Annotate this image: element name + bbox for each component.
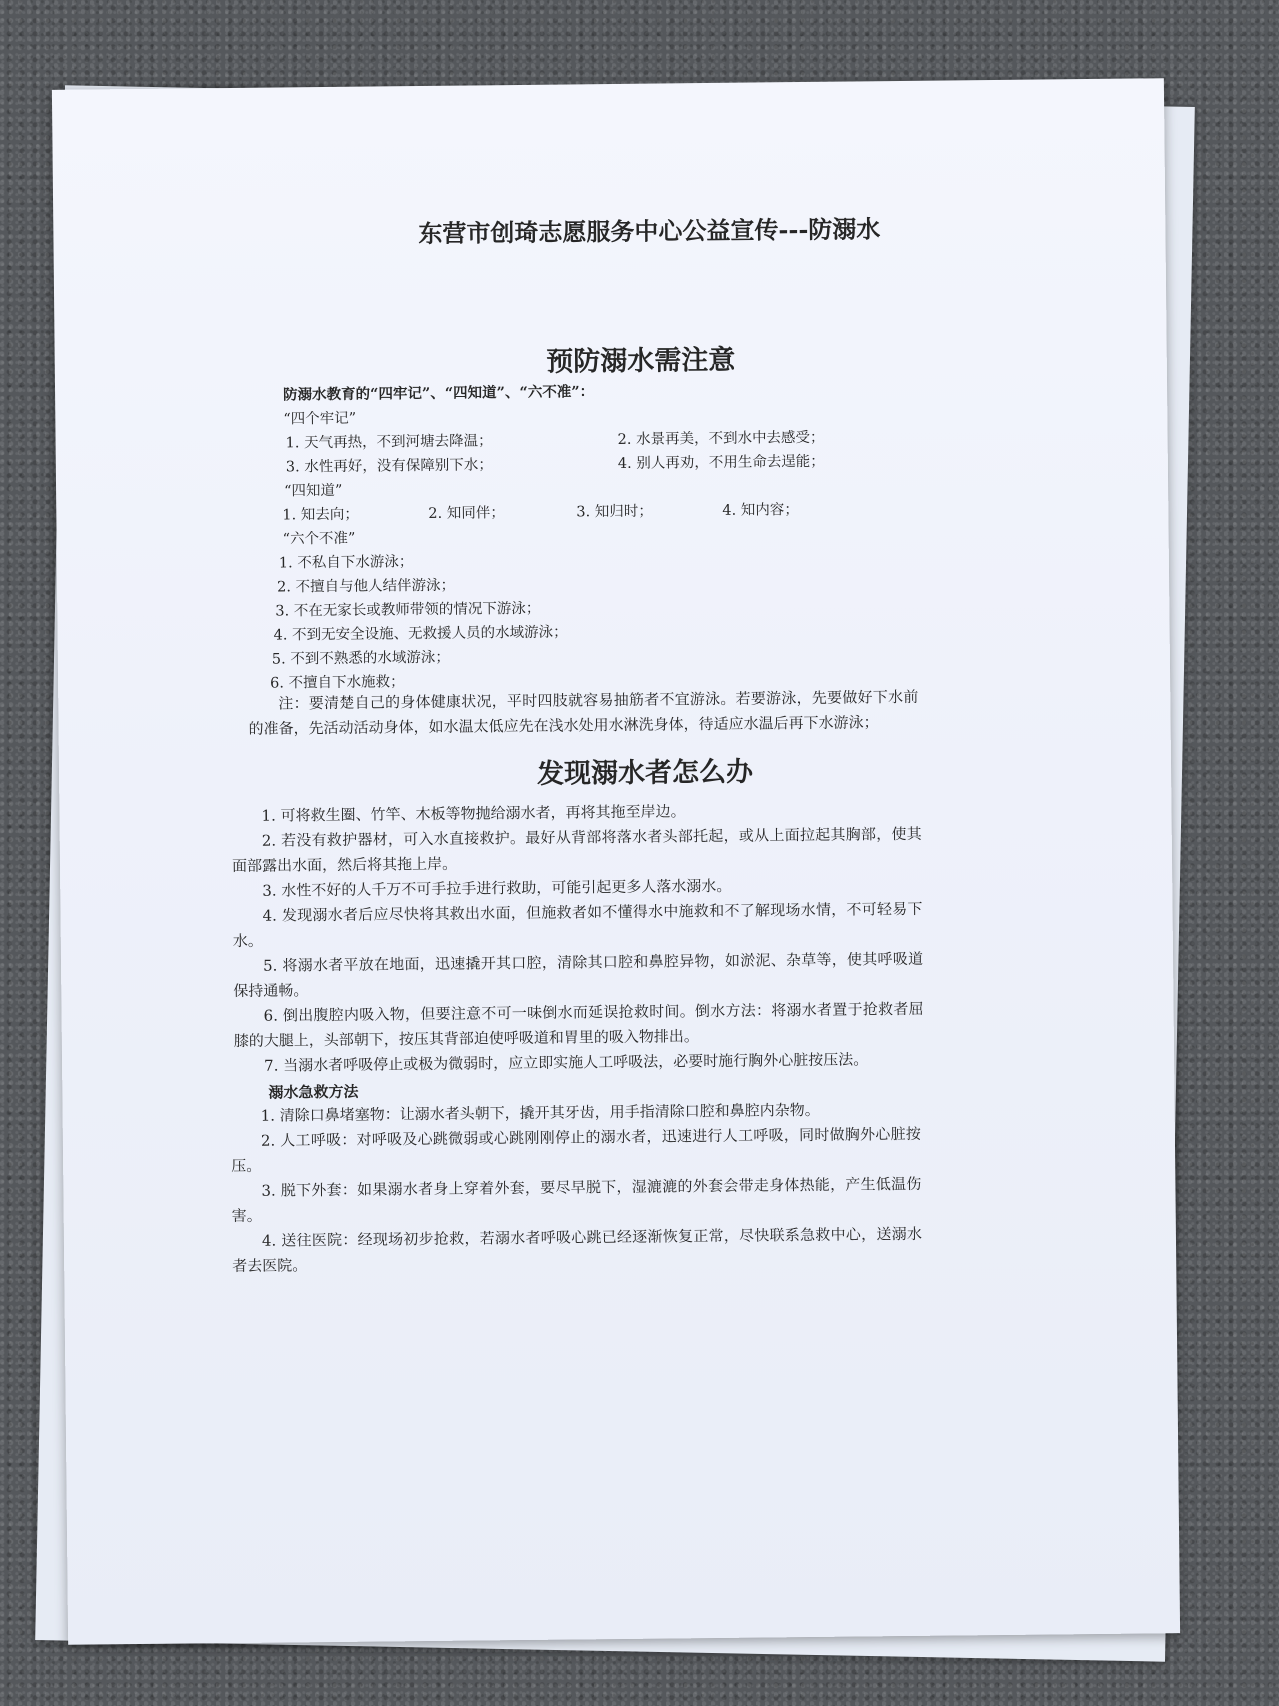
document-title: 东营市创琦志愿服务中心公益宣传---防溺水 — [418, 214, 881, 249]
first-aid-item: 4. 送往医院：经现场初步抢救，若溺水者呼吸心跳已经逐渐恢复正常，尽快联系急救中心，送溺水者去医院。 — [232, 1224, 923, 1276]
six-not-item: 3. 不在无家长或教师带领的情况下游泳； — [275, 600, 541, 620]
prevention-note: 注：要清楚自己的身体健康状况，平时四肢就容易抽筋者不宜游泳。若要游泳，先要做好下水前的准备，先活动活动身体，如水温太低应先在浅水处用水淋洗身体，待适应水温后再下水游泳； — [248, 687, 919, 738]
six-not-item: 2. 不擅自与他人结伴游泳； — [277, 577, 456, 596]
four-know-item: 4. 知内容； — [722, 502, 799, 519]
four-remember-item: 2. 水景再美，不到水中去感受； — [617, 429, 825, 448]
rescue-item: 1. 可将救生圈、竹竿、木板等物抛给溺水者，再将其拖至岸边。 — [261, 802, 686, 825]
first-aid-item: 3. 脱下外套：如果溺水者身上穿着外套，要尽早脱下，湿漉漉的外套会带走身体热能，产生低温伤害。 — [231, 1174, 922, 1226]
four-remember-item: 4. 别人再劝，不用生命去逞能； — [617, 453, 825, 472]
prevention-intro: 防溺水教育的“四牢记”、“四知道”、“六不准”： — [283, 383, 595, 404]
six-not-item: 1. 不私自下水游泳； — [278, 554, 414, 572]
paper-sheet — [52, 78, 1180, 1645]
four-know-item: 2. 知同伴； — [428, 505, 505, 522]
first-aid-item: 2. 人工呼吸：对呼吸及心跳微弱或心跳刚刚停止的溺水者，迅速进行人工呼吸，同时做胸外心脏按压。 — [231, 1124, 921, 1176]
rescue-item: 6. 倒出腹腔内吸入物，但要注意不可一味倒水而延误抢救时间。倒水方法：将溺水者置于抢救者屈膝的大腿上，头部朝下，按压其背部迫使呼吸道和胃里的吸入物排出。 — [233, 999, 924, 1051]
four-know-item: 1. 知去向； — [282, 506, 359, 524]
six-not-heading: “六个不准” — [282, 530, 356, 548]
first-aid-heading: 溺水急救方法 — [268, 1082, 359, 1102]
rescue-item: 2. 若没有救护器材，可入水直接救护。最好从背部将落水者头部托起，或从上面拉起其胸部，使其面部露出水面，然后将其拖上岸。 — [231, 824, 922, 876]
four-know-item: 3. 知归时； — [576, 503, 653, 521]
rescue-item: 4. 发现溺水者后应尽快将其救出水面，但施救者如不懂得水中施救和不了解现场水情，不可轻易下水。 — [232, 899, 923, 951]
six-not-item: 4. 不到无安全设施、无救援人员的水域游泳； — [273, 624, 568, 644]
six-not-item: 5. 不到不熟悉的水域游泳； — [271, 649, 450, 668]
rescue-item: 5. 将溺水者平放在地面，迅速撬开其口腔，清除其口腔和鼻腔异物，如淤泥、杂草等，使其呼吸道保持通畅。 — [233, 949, 924, 1001]
four-remember-item: 1. 天气再热，不到河塘去降温； — [285, 433, 493, 452]
prevention-section-title: 预防溺水需注意 — [546, 344, 736, 378]
four-know-heading: “四知道” — [284, 482, 343, 500]
rescue-section-title: 发现溺水者怎么办 — [536, 756, 754, 790]
rescue-item: 3. 水性不好的人千万不可手拉手进行救助，可能引起更多人落水溺水。 — [262, 876, 732, 900]
six-not-item: 6. 不擅自下水施救； — [270, 674, 405, 692]
rescue-item: 7. 当溺水者呼吸停止或极为微弱时，应立即实施人工呼吸法，必要时施行胸外心脏按压法。 — [264, 1050, 869, 1075]
first-aid-item: 1. 清除口鼻堵塞物：让溺水者头朝下，撬开其牙齿，用手指清除口腔和鼻腔内杂物。 — [260, 1100, 820, 1125]
four-remember-heading: “四个牢记” — [283, 410, 357, 428]
four-remember-item: 3. 水性再好，没有保障别下水； — [285, 457, 493, 476]
